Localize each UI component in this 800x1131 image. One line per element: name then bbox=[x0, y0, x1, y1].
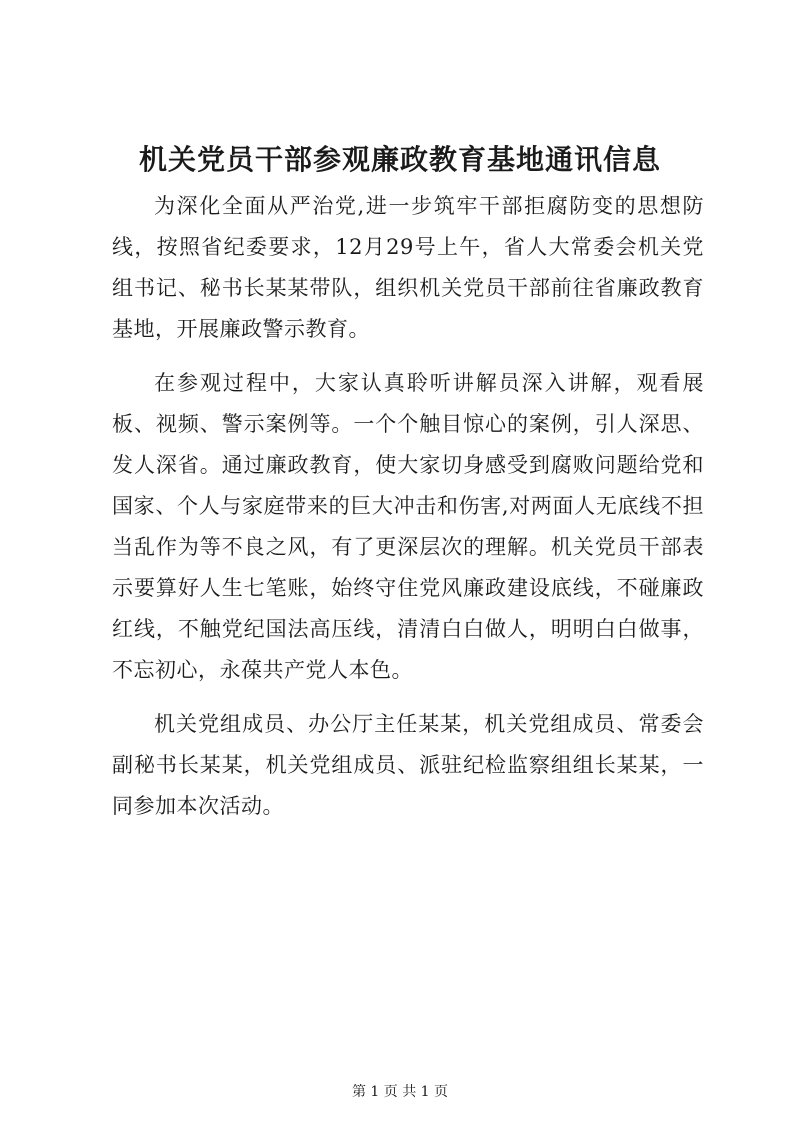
paragraph-intro: 为深化全面从严治党,进一步筑牢干部拒腐防变的思想防线，按照省纪委要求，12月29号上午，省人大常委会机关党组书记、秘书长某某带队，组织机关党员干部前往省廉政教育基地，开展廉政警示教育。 bbox=[112, 194, 704, 341]
document-title: 机关党员干部参观廉政教育基地通讯信息 bbox=[138, 143, 661, 176]
paragraph-attendees: 机关党组成员、办公厅主任某某，机关党组成员、常委会副秘书长某某，机关党组成员、派驻纪检监察组组长某某，一同参加本次活动。 bbox=[112, 712, 704, 818]
paragraph-visit: 在参观过程中，大家认真聆听讲解员深入讲解，观看展板、视频、警示案例等。一个个触目惊心的案例，引人深思、发人深省。通过廉政教育，使大家切身感受到腐败问题给党和国家、个人与家庭带来的巨大冲击和伤害,对两面人无底线不担当乱作为等不良之风，有了更深层次的理解。机关党员干部表示要算好人生七笔账，始终守住党风廉政建设底线，不碰廉政红线，不触党纪国法高压线，清清白白做人，明明白白做事，不忘初心，永葆共产党人本色。 bbox=[112, 371, 704, 682]
document-body bbox=[112, 186, 704, 827]
page-number: 第 1 页 共 1 页 bbox=[351, 1084, 449, 1100]
